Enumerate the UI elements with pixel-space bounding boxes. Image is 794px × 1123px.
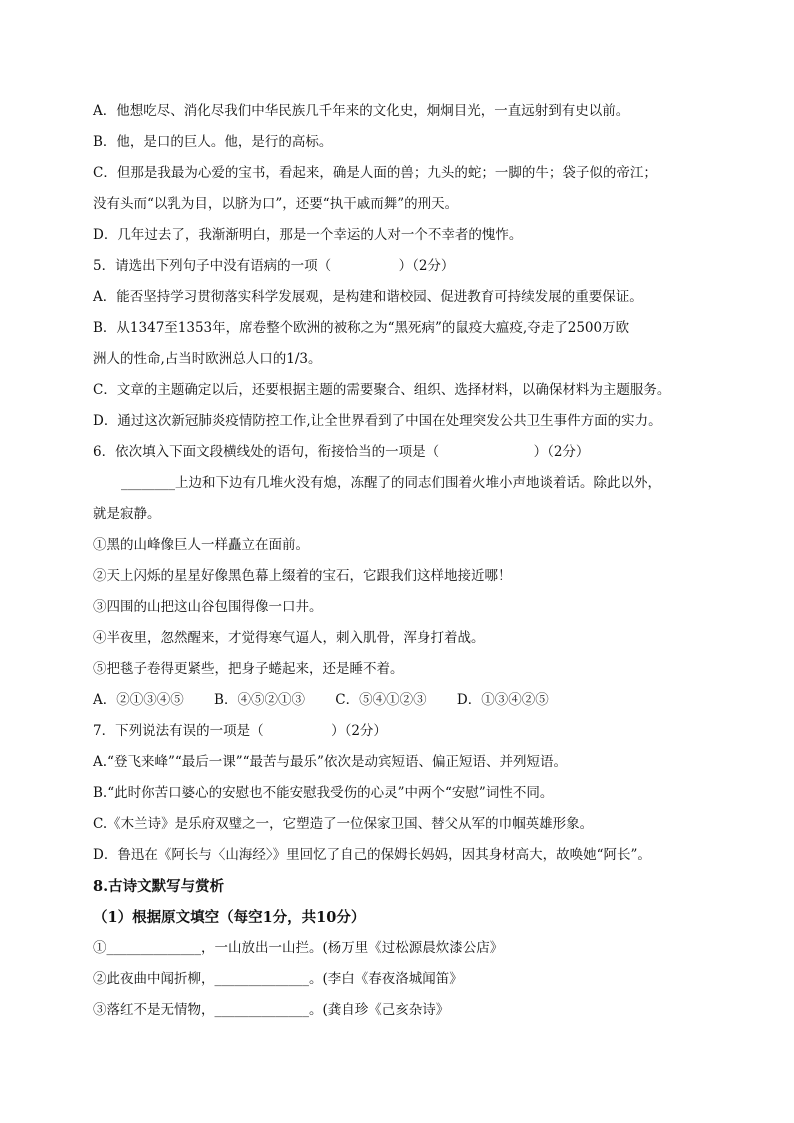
q8-item-2-blank: ______________: [214, 971, 309, 987]
q6-option-b: B．④⑤②①③: [214, 692, 305, 708]
q5-option-d: D．通过这次新冠肺炎疫情防控工作,让全世界看到了中国在处理突发公共卫生事件方面的实力。: [93, 413, 662, 429]
q8-item-3: [93, 995, 734, 1026]
q6-fill-blank: ________: [121, 475, 175, 491]
q7-option-c: C.《木兰诗》是乐府双璧之一，它塑造了一位保家卫国、替父从军的巾帼英雄形象。: [93, 816, 594, 832]
q8-item-3-source: 。(龚自珍《己亥杂诗》: [309, 1002, 450, 1018]
q8-item-3-blank: ______________: [214, 1002, 309, 1018]
q7-option-a: A.“登飞来峰”“最后一课”“最苦与最乐”依次是动宾短语、偏正短语、并列短语。: [93, 754, 567, 770]
q6-option-a: A．②①③④⑤: [93, 692, 184, 708]
q5-option-b-line1: B．从1347至1353年，席卷整个欧洲的被称之为“黑死病”的鼠疫大瘟疫,夺走了2500万欧: [93, 320, 630, 336]
q8-item-2: [93, 964, 734, 995]
q6-sentence-5: ⑤把毯子卷得更紧些，把身子蜷起来，还是睡不着。: [93, 661, 404, 677]
q8-item-1: [93, 933, 734, 964]
q4-option-d: D．几年过去了，我渐渐明白，那是一个幸运的人对一个不幸者的愧怍。: [93, 227, 523, 243]
q6-stem: 6．依次填入下面文段横线处的语句，衔接恰当的一项是（ ）（2分）: [93, 444, 590, 460]
q5-option-b-line2: 洲人的性命,占当时欧洲总人口的1/3。: [93, 351, 322, 367]
q6-option-c: C．⑤④①②③: [335, 692, 427, 708]
q4-option-c-line1: C．但那是我最为心爱的宝书，看起来，确是人面的兽；九头的蛇；一脚的牛；袋子似的帝江；: [93, 165, 657, 181]
q6-sentence-2: ②天上闪烁的星星好像黑色幕上缀着的宝石，它跟我们这样地接近哪！: [93, 568, 512, 584]
q5-option-c: C．文章的主题确定以后，还要根据主题的需要聚合、组织、选择材料，以确保材料为主题服务。: [93, 382, 671, 398]
q8-item-2-text: ②此夜曲中闻折柳，: [93, 971, 215, 987]
q6-options-row: [93, 685, 734, 716]
q6-passage-line1: [93, 468, 734, 499]
q5-option-a: A．能否坚持学习贯彻落实科学发展观，是构建和谐校园、促进教育可持续发展的重要保证。: [93, 289, 643, 305]
q7-stem: 7．下列说法有误的一项是（ ）（2分）: [93, 723, 387, 739]
q6-passage-text: 上边和下边有几堆火没有熄，冻醒了的同志们围着火堆小声地谈着话。除此以外，: [175, 475, 661, 491]
q7-option-d: D．鲁迅在《阿长与〈山海经〉》里回忆了自己的保姆长妈妈，因其身材高大，故唤她“阿长”。: [93, 847, 651, 863]
q4-option-b: B．他，是口的巨人。他，是行的高标。: [93, 134, 333, 150]
q4-option-c-line2: 没有头而“以乳为目，以脐为口”，还要“执干戚而舞”的刑天。: [93, 196, 459, 212]
q8-item-1-blank: ______________: [106, 940, 201, 956]
q6-sentence-4: ④半夜里，忽然醒来，才觉得寒气逼人，刺入肌骨，浑身打着战。: [93, 630, 485, 646]
q8-item-1-number: ①: [93, 940, 107, 956]
q7-option-b: B.“此时你苦口婆心的安慰也不能安慰我受伤的心灵”中两个“安慰”词性不同。: [93, 785, 554, 801]
q8-item-1-text: ，一山放出一山拦。(杨万里《过松源晨炊漆公店》: [201, 940, 504, 956]
q6-sentence-3: ③四围的山把这山谷包围得像一口井。: [93, 599, 323, 615]
q8-subtitle: （1）根据原文填空（每空1分，共10分）: [93, 909, 366, 926]
q4-option-a: A．他想吃尽、消化尽我们中华民族几千年来的文化史，炯炯目光，一直远射到有史以前。: [93, 103, 630, 119]
q6-option-d: D．①③④②⑤: [456, 692, 549, 708]
q5-stem: 5．请选出下列句子中没有语病的一项（ ）（2分）: [93, 258, 455, 274]
q6-passage-line2: 就是寂静。: [93, 506, 161, 522]
q8-item-3-text: ③落红不是无情物，: [93, 1002, 215, 1018]
q8-title: 8.古诗文默写与赏析: [93, 878, 225, 895]
q8-item-2-source: 。(李白《春夜洛城闻笛》: [309, 971, 463, 987]
q6-sentence-1: ①黑的山峰像巨人一样矗立在面前。: [93, 537, 309, 553]
